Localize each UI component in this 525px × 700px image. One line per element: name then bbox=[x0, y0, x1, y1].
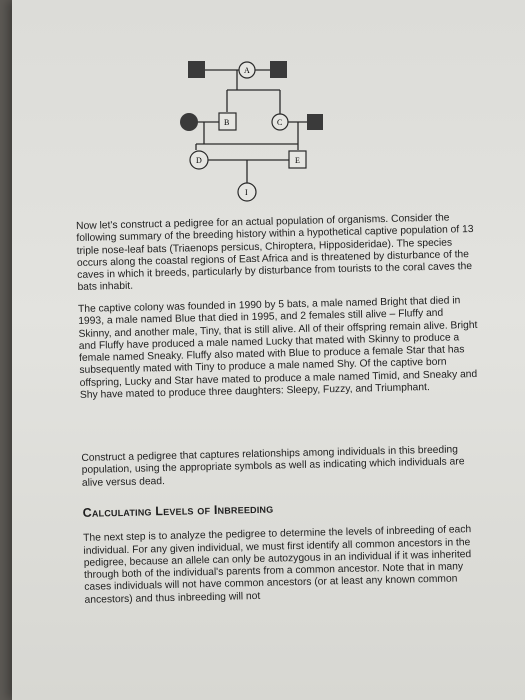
pedigree-label-a: A bbox=[244, 66, 250, 75]
section-heading: Calculating Levels of Inbreeding bbox=[82, 501, 274, 520]
document-page bbox=[12, 0, 525, 700]
pedigree-label-d: D bbox=[196, 156, 202, 165]
pedigree-label-e: E bbox=[295, 156, 300, 165]
pedigree-label-i: I bbox=[245, 188, 248, 197]
pedigree-male-filled bbox=[307, 114, 323, 130]
instruction-paragraph: Construct a pedigree that captures relationships among individuals in this breeding population, using the appropriate symbols as well as indicating which individuals are alive versus dead. bbox=[81, 444, 465, 489]
history-paragraph: The captive colony was founded in 1990 by 5 bats, a male named Bright that died in 1993, a male named Blue that died in 1995, and 2 females still alive – Fluffy and Skinny, and another male, Tiny, that is still alive. All of their offspring remain alive. Bright and Fluffy have produced a male named Lucky that mated with Skinny to produce a female named Sneaky. Fluffy also mated with Blue to produce a female Star that has subsequently mated with Tiny to produce a male named Shy. Of the captive born offspring, Lucky and Star have mated to produce a male named Timid, and Sneaky and Shy have mated to produce three daughters: Sleepy, Fuzzy, and Triumphant. bbox=[77, 295, 478, 402]
document-text bbox=[76, 212, 485, 633]
pedigree-chart bbox=[152, 40, 352, 215]
intro-paragraph: Now let's construct a pedigree for an actual population of organisms. Consider the following summary of the breeding history within a hypothetical captive population of 13 triple nose-leaf bats (Triaenops persicus, Chiroptera, Hipposideridae). The species occurs along the coastal regions of East Africa and is threatened by disturbance of the caves in which it breeds, particularly by disturbance from tourists to the coral caves the bats inhabit. bbox=[76, 212, 474, 294]
pedigree-female-filled bbox=[180, 113, 198, 131]
inbreeding-paragraph: The next step is to analyze the pedigree to determine the levels of inbreeding of each individual. For any given individual, we must first identify all common ancestors in the pedigree, because an allele can only be autozygous in an individual if it was inherited through both of the individual's parents from a common ancestor. Note that in many cases individuals will not have common ancestors (or at least any known common ancestors) and thus inbreeding will not bbox=[83, 524, 472, 606]
pedigree-label-b: B bbox=[224, 118, 230, 127]
pedigree-male-filled bbox=[270, 61, 287, 78]
pedigree-male-filled bbox=[188, 61, 205, 78]
pedigree-label-c: C bbox=[277, 118, 283, 127]
